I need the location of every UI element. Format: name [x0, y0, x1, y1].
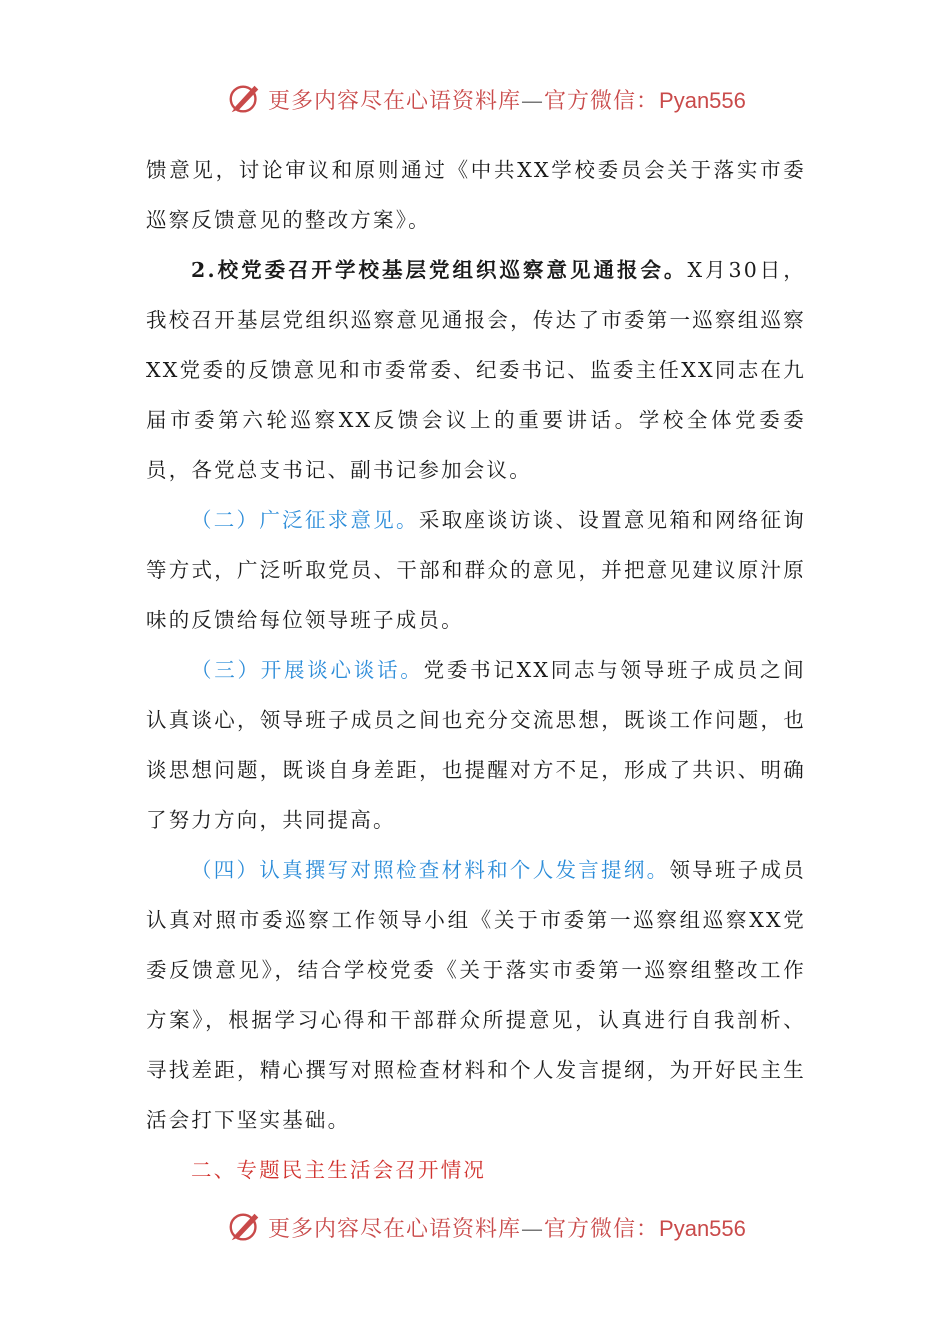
wechat-id: Pyan556: [659, 88, 746, 113]
paragraph-2-body: X月30日，我校召开基层党组织巡察意见通报会，传达了市委第一巡察组巡察XX党委的反馈意见和市委常委、纪委书记、监委主任XX同志在九届市委第六轮巡察XX反馈会议上的重要讲话。学校全体党委委员，各党总支书记、副书记参加会议。: [146, 258, 806, 482]
paragraph-2: [146, 245, 806, 495]
paragraph-5-body: 领导班子成员认真对照市委巡察工作领导小组《关于市委第一巡察组巡察XX党委反馈意见》，结合学校党委《关于落实市委第一巡察组整改工作方案》，根据学习心得和干部群众所提意见，认真进行自我剖析、寻找差距，精心撰写对照检查材料和个人发言提纲，为开好民主生活会打下坚实基础。: [146, 858, 806, 1132]
pen-nib-logo-icon: [226, 1208, 264, 1246]
document-body: [146, 145, 806, 1195]
paragraph-2-lead: 2.校党委召开学校基层党组织巡察意见通报会。: [191, 258, 688, 282]
paragraph-4: [146, 645, 806, 845]
paragraph-4-body: 党委书记XX同志与领导班子成员之间认真谈心，领导班子成员之间也充分交流思想，既谈工作问题，也谈思想问题，既谈自身差距，也提醒对方不足，形成了共识、明确了努力方向，共同提高。: [146, 658, 806, 832]
footer-banner: [0, 1208, 950, 1252]
paragraph-5: [146, 845, 806, 1145]
paragraph-3-lead: （二）广泛征求意见。: [191, 508, 419, 532]
paragraph-5-lead: （四）认真撰写对照检查材料和个人发言提纲。: [191, 858, 670, 882]
wechat-id: Pyan556: [659, 1216, 746, 1241]
paragraph-3-body: 采取座谈访谈、设置意见箱和网络征询等方式，广泛听取党员、干部和群众的意见，并把意见建议原汁原味的反馈给每位领导班子成员。: [146, 508, 806, 632]
banner-text: 更多内容尽在心语资料库—官方微信：Pyan556: [268, 88, 746, 114]
paragraph-3: [146, 495, 806, 645]
paragraph-1: 馈意见，讨论审议和原则通过《中共XX学校委员会关于落实市委巡察反馈意见的整改方案》。: [146, 158, 806, 232]
section-heading-2: 二、专题民主生活会召开情况: [191, 1158, 487, 1182]
header-banner: [0, 80, 950, 124]
paragraph-4-lead: （三）开展谈心谈话。: [191, 658, 424, 682]
pen-nib-logo-icon: [226, 80, 264, 118]
banner-text: 更多内容尽在心语资料库—官方微信：Pyan556: [268, 1216, 746, 1242]
